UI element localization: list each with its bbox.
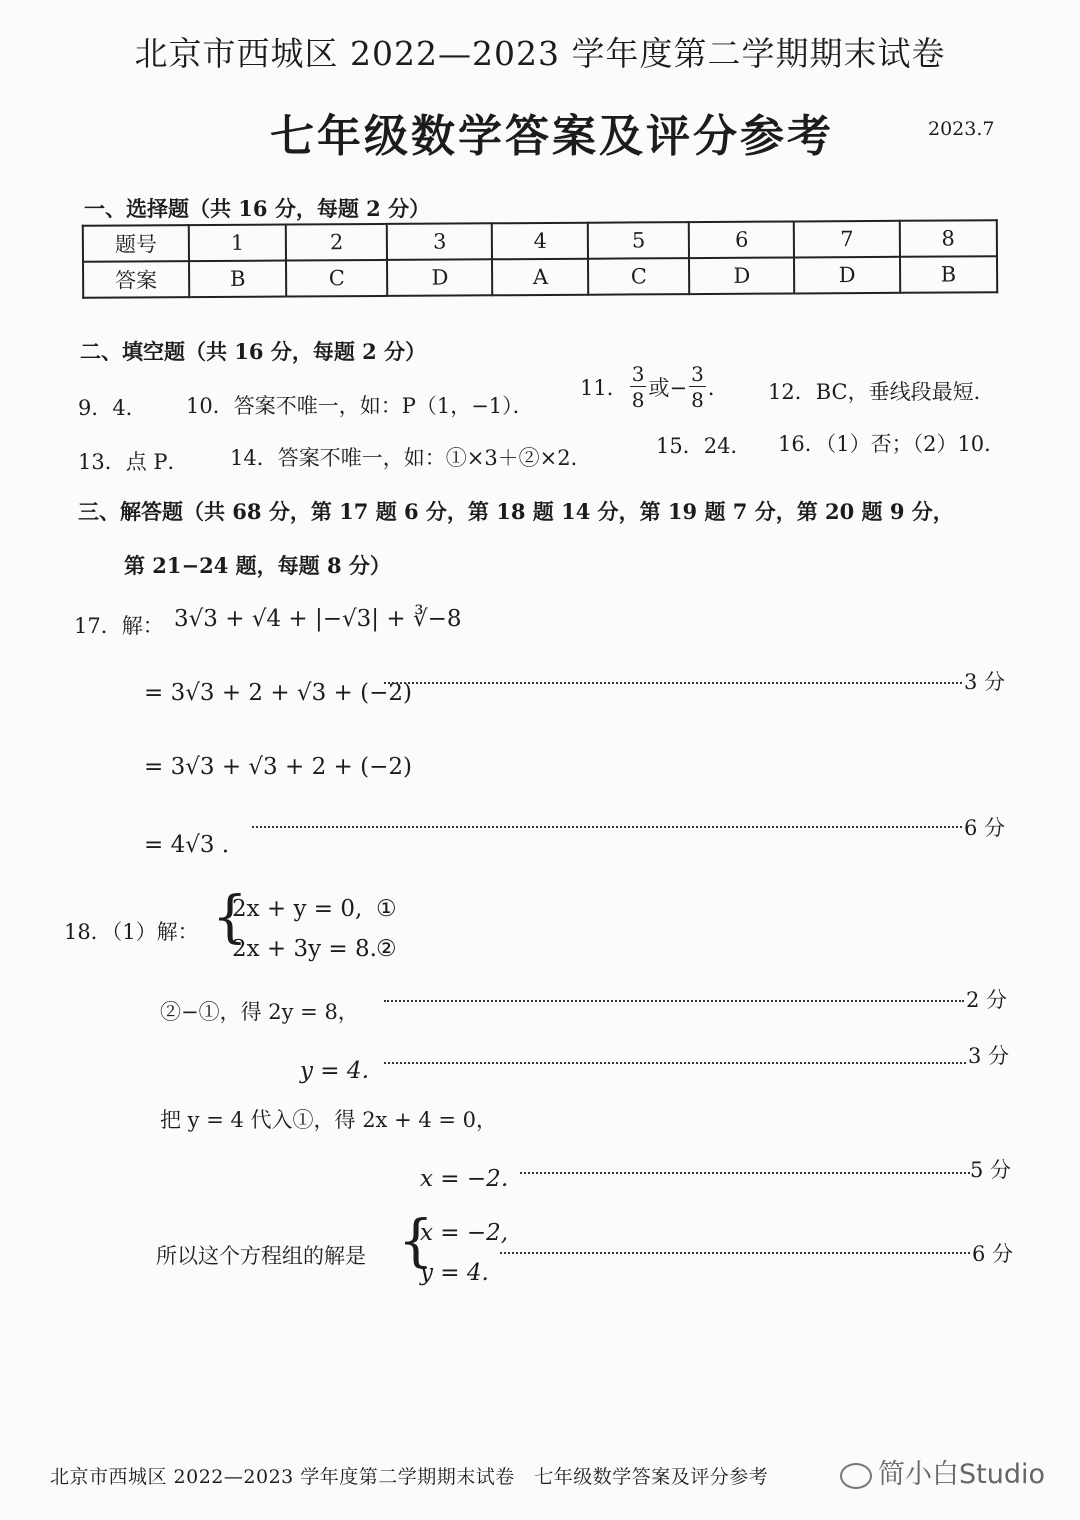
table-cell: D: [689, 257, 794, 294]
q18-step2: y = 4．: [300, 1058, 385, 1084]
table-cell: 2: [286, 224, 387, 261]
q11-prefix: 11．: [580, 376, 628, 400]
q17-expression: 3√3 + √4 + |−√3| + ∛−8: [174, 606, 462, 632]
leader-dots: [384, 1062, 966, 1064]
section3-heading-cont: 第 21−24 题，每题 8 分）: [124, 553, 391, 578]
choice-answer-table: [82, 219, 998, 299]
points-label: 6 分: [964, 816, 1006, 840]
answer-q14: 14．答案不唯一，如：①×3＋②×2．: [230, 446, 592, 470]
points-label: 2 分: [966, 988, 1008, 1012]
q17-step2: = 3√3 + √3 + 2 + (−2): [144, 754, 412, 780]
equation-mark-2: ②: [376, 936, 397, 962]
q18-step1: ②−①，得 2y = 8，: [160, 1000, 359, 1024]
fraction-denominator: 8: [691, 388, 704, 412]
table-cell: 4: [492, 223, 588, 260]
points-label: 3 分: [964, 670, 1006, 694]
points-label: 5 分: [970, 1158, 1012, 1182]
row-label-number: 题号: [83, 225, 189, 262]
row-label-answer: 答案: [83, 261, 189, 298]
q18-equation2: 2x + 3y = 8.: [232, 936, 377, 962]
q11-end: ．: [707, 376, 729, 400]
answer-q16: 16．（1）否；（2）10．: [778, 432, 1006, 456]
answer-q13: 13．点 P．: [78, 450, 189, 474]
table-row-answers: [83, 256, 997, 298]
leader-dots: [384, 1000, 964, 1002]
answer-q10: 10．答案不唯一，如：P（1，−1）．: [186, 394, 534, 418]
q18-step3: 把 y = 4 代入①，得 2x + 4 = 0，: [160, 1108, 498, 1132]
fraction: [689, 364, 706, 410]
equation-mark-1: ①: [376, 896, 397, 922]
table-cell: 7: [794, 221, 899, 258]
fraction-denominator: 8: [631, 388, 645, 412]
q18-label: 18．（1）解：: [64, 920, 199, 944]
points-label: 3 分: [968, 1044, 1010, 1068]
table-cell: C: [588, 258, 689, 295]
watermark-text: 简小白Studio: [878, 1459, 1045, 1490]
section1-heading: 一、选择题（共 16 分，每题 2 分）: [84, 196, 431, 221]
q17-label: 17．解：: [74, 614, 164, 638]
table-cell: 1: [189, 225, 287, 262]
q17-step3: = 4√3 ．: [144, 832, 245, 858]
table-cell: B: [900, 256, 998, 293]
table-cell: C: [286, 260, 387, 297]
answer-key-title: 七年级数学答案及评分参考: [270, 111, 834, 162]
section3-heading: 三、解答题（共 68 分，第 17 题 6 分，第 18 题 14 分，第 19 题 7 分，第 20 题 9 分，: [78, 499, 954, 524]
table-row-numbers: [83, 220, 997, 262]
q18-solution-x: x = −2,: [420, 1220, 509, 1246]
q17-step1: = 3√3 + 2 + √3 + (−2): [144, 680, 412, 706]
answer-q9: 9．4．: [78, 396, 147, 420]
table-cell: B: [189, 261, 287, 298]
leader-dots: [520, 1172, 970, 1174]
table-cell: D: [794, 257, 899, 294]
answer-q12: 12．BC，垂线段最短．: [768, 380, 995, 404]
exam-date: 2023.7: [928, 118, 995, 140]
table-cell: 8: [899, 220, 997, 257]
chat-bubble-icon: [840, 1463, 872, 1489]
table-cell: 3: [387, 223, 492, 260]
table-cell: 5: [588, 222, 689, 259]
fraction: [630, 364, 647, 410]
answer-q15: 15．24．: [656, 434, 752, 458]
page-footer: 北京市西城区 2022—2023 学年度第二学期期末试卷 七年级数学答案及评分参考: [50, 1466, 769, 1488]
fraction-numerator: 3: [691, 362, 704, 386]
leader-dots: [500, 1252, 970, 1254]
answer-q11: [580, 364, 729, 410]
leader-dots: [384, 682, 962, 684]
equation-brace: {: [212, 885, 248, 950]
solution-brace: {: [398, 1209, 434, 1274]
table-cell: D: [387, 259, 492, 296]
leader-dots: [252, 826, 962, 828]
section2-heading: 二、填空题（共 16 分，每题 2 分）: [80, 339, 427, 364]
watermark: [840, 1452, 1045, 1491]
q18-equation1: 2x + y = 0,: [232, 896, 363, 922]
q18-step4: x = −2．: [420, 1166, 524, 1192]
table-cell: 6: [689, 221, 794, 258]
fraction-numerator: 3: [631, 362, 645, 386]
table-cell: A: [492, 259, 588, 296]
points-label: 6 分: [972, 1242, 1014, 1266]
q18-solution-y: y = 4.: [420, 1260, 489, 1286]
q18-conclusion: 所以这个方程组的解是: [156, 1244, 366, 1268]
q11-or: 或−: [648, 376, 688, 400]
exam-title: 北京市西城区 2022—2023 学年度第二学期期末试卷: [134, 34, 946, 73]
